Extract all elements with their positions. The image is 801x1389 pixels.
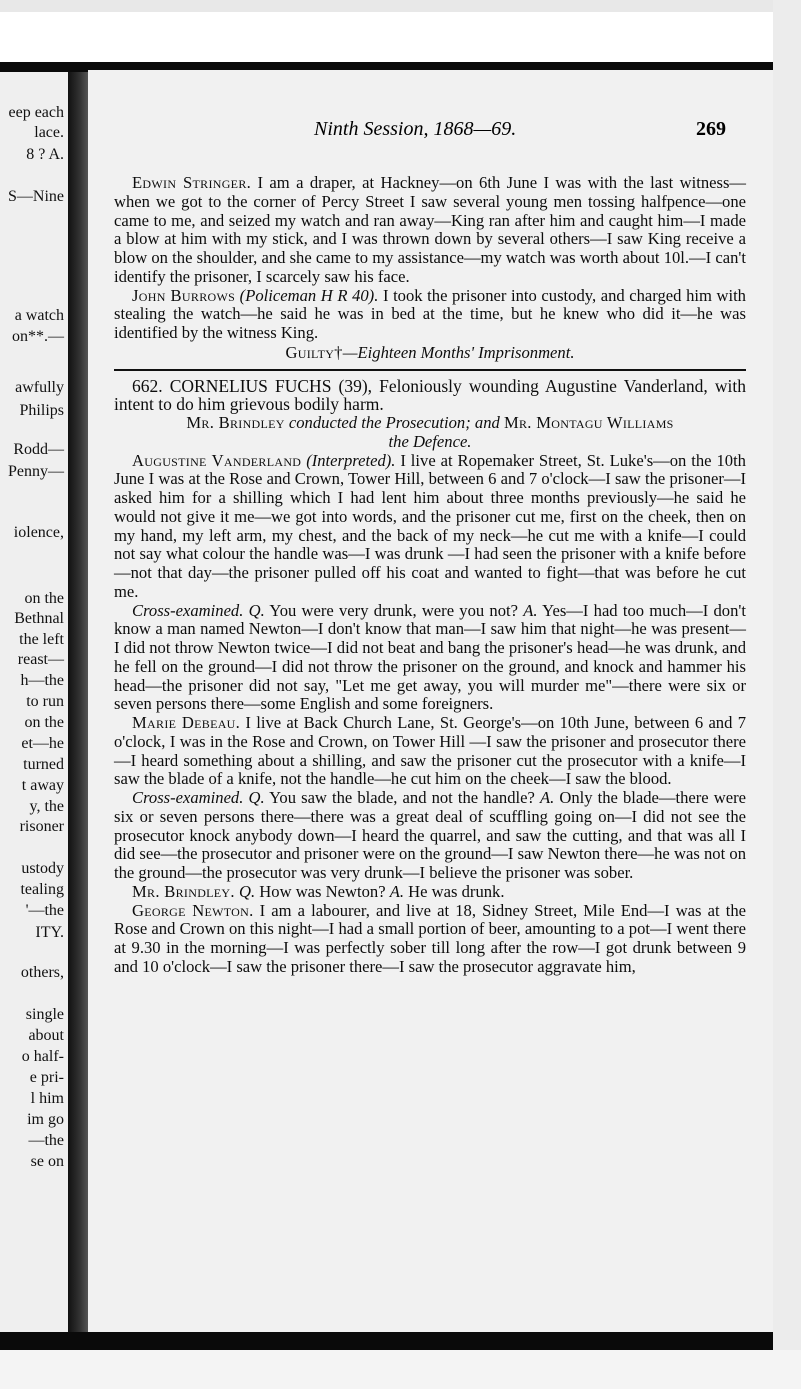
- previous-page-line: 8 ? A.: [26, 146, 64, 163]
- verdict-label: Guilty†: [285, 342, 343, 362]
- testimony-debeau: [114, 714, 746, 789]
- previous-page-line: tealing: [20, 881, 64, 898]
- previous-page-line: '—the: [25, 902, 64, 919]
- cross-exam-debeau: [114, 789, 746, 883]
- scan-edge-right: [773, 0, 801, 1389]
- scan-edge-top: [0, 0, 801, 12]
- previous-page-line: Bethnal: [14, 610, 64, 627]
- previous-page-line: y, the: [29, 798, 64, 815]
- previous-page-line: a watch: [14, 307, 64, 324]
- counsel-line: [114, 414, 746, 452]
- scan-background-bottom: [0, 1350, 801, 1389]
- previous-page-line: h—the: [20, 672, 64, 689]
- witness-name: Edwin Stringer.: [132, 173, 252, 192]
- previous-page-line: ITY.: [35, 924, 64, 941]
- answer-text: He was drunk.: [404, 881, 505, 901]
- previous-page-fragment: [0, 72, 70, 1332]
- previous-page-line: Rodd—: [13, 441, 64, 458]
- previous-page-line: single: [25, 1006, 64, 1023]
- testimony-burrows: [114, 287, 746, 343]
- previous-page-line: risoner: [19, 818, 64, 835]
- previous-page-line: reast—: [17, 651, 64, 668]
- testimony-stringer: [114, 174, 746, 287]
- answer-marker: A.: [389, 881, 405, 901]
- testimony-text: I am a labourer, and live at 18, Sidney Street, Mile End—I was at the Rose and Crown on this night—I had a small portion of beer, amounting to a pot—I went there at 9.30 in the morning—I was perfectly sober till long after the row—I got drunk between 9 and 10 o'clock—I saw the prisoner there—I saw the prosecutor aggravate him,: [114, 900, 746, 976]
- previous-page-line: Penny—: [8, 463, 64, 480]
- book-gutter: [68, 72, 88, 1332]
- answer-marker: A.: [523, 600, 538, 620]
- book-page: [88, 70, 773, 1332]
- page-number: 269: [696, 118, 726, 140]
- previous-page-line: et—he: [21, 735, 64, 752]
- previous-page-line: eep each: [8, 104, 64, 121]
- previous-page-line: on the: [24, 714, 64, 731]
- defence-counsel: Mr. Montagu Williams: [503, 413, 674, 432]
- witness-name: John Burrows: [132, 285, 236, 305]
- answer-marker: A.: [539, 788, 555, 807]
- previous-page-line: e pri-: [29, 1069, 64, 1086]
- testimony-text: I live at Ropemaker Street, St. Luke's—on the 10th June I was at the Rose and Crown, Tower Hill, between 6 and 7 o'clock—I saw the prisoner—I asked him for a shilling which I had lent him about three months previously—he said he would not give it me—we got into words, and the prisoner cut me, first on the cheek, then on my hand, my left arm, my chest, and the back of my neck—he cut me with a knife—I could not say what colour the handle was—I was drunk —I had seen the prisoner with a knife before—not that day—the prisoner pulled off his coat and wanted to fight—that was before he cut me.: [114, 450, 746, 601]
- cross-exam-label: Cross-examined.: [132, 600, 244, 620]
- prosecution-counsel: Mr. Brindley: [186, 413, 285, 432]
- question-text: You were very drunk, were you not?: [264, 600, 524, 620]
- counsel-name: Mr. Brindley.: [132, 881, 235, 901]
- page-body: [114, 174, 746, 977]
- running-head: [114, 118, 746, 140]
- previous-page-line: —the: [28, 1132, 64, 1149]
- previous-page-line: t away: [21, 777, 64, 794]
- running-title: Ninth Session, 1868—69.: [314, 118, 517, 140]
- counsel-text-end: the Defence.: [388, 431, 472, 451]
- witness-role: (Interpreted).: [306, 450, 396, 470]
- previous-page-line: the left: [19, 631, 64, 648]
- previous-page-line: l him: [30, 1090, 64, 1107]
- witness-name: Augustine Vanderland: [132, 450, 302, 470]
- counsel-text: conducted the Prosecution; and: [284, 413, 504, 432]
- question-text: You saw the blade, and not the handle?: [264, 788, 540, 807]
- previous-page-line: to run: [26, 693, 64, 710]
- previous-page-line: on**.—: [12, 328, 64, 345]
- previous-page-line: lace.: [34, 124, 64, 141]
- previous-page-line: others,: [20, 964, 64, 981]
- previous-page-line: ustody: [21, 860, 64, 877]
- witness-name: George Newton.: [132, 900, 254, 920]
- examination-brindley: [114, 883, 746, 902]
- testimony-text: I took the prisoner into custody, and charged him with stealing the watch—he said he was in bed at the time, but he knew who did it—he was identified by the witness King.: [114, 285, 746, 342]
- previous-page-line: about: [28, 1027, 64, 1044]
- cross-exam-label: Cross-examined.: [132, 788, 244, 807]
- section-divider: [114, 369, 746, 371]
- verdict: [114, 344, 746, 363]
- witness-role: (Policeman H R 40).: [239, 285, 379, 305]
- previous-page-line: im go: [27, 1111, 64, 1128]
- testimony-text: I live at Back Church Lane, St. George's—on 10th June, between 6 and 7 o'clock, I was in the Rose and Crown, on Tower Hill —I saw the prisoner and prosecutor there—I heard something about a shilling, and saw the prisoner cut the prosecutor with a knife—I saw the blade of a knife, not the handle—he cut him on the cheek—I saw the blood.: [114, 713, 746, 789]
- verdict-sentence: —Eighteen Months' Imprisonment.: [342, 342, 575, 362]
- answer-text: Yes—I had too much—I don't know a man named Newton—I don't know that man—I saw him that night—he was present—I did not throw Newton twice—I did not beat and bang the prisoner's head—he was drunk, and he fell on the ground—I did not throw the prisoner on the ground, and knock and hammer his head—the prisoner did not say, "Let me get away, you will murder me"—there were six or seven persons there—some English and some foreigners.: [114, 600, 746, 714]
- previous-page-line: o half-: [21, 1048, 64, 1065]
- witness-name: Marie Debeau.: [132, 713, 241, 732]
- testimony-text: I am a draper, at Hackney—on 6th June I was with the last witness—when we got to the corner of Percy Street I saw several young men tossing halfpence—one came to me, and seized my watch and ran away—King ran after him and caught him—I made a blow at him with my stick, and I was thrown down by several others—I saw King receive a blow on the shoulder, and she came to my assistance—my watch was worth about 10l.—I can't identify the prisoner, I scarcely saw his face.: [114, 173, 746, 286]
- previous-page-line: iolence,: [13, 524, 64, 541]
- question-text: How was Newton?: [255, 881, 390, 901]
- question-marker: Q.: [248, 788, 265, 807]
- previous-page-line: se on: [30, 1153, 64, 1170]
- answer-text: Only the blade—there were six or seven persons there—there was a great deal of scuffling going on—I did not see the prosecutor knock anybody down—I heard the quarrel, and saw the cutting, and that was all I did see—the prosecutor and prisoner were on the ground—I saw Newton there—he was not on the ground—the prosecutor was very drunk—I believe the prisoner was sober.: [114, 788, 747, 882]
- previous-page-line: on the: [24, 590, 64, 607]
- cross-exam-vanderland: [114, 602, 746, 715]
- question-marker: Q.: [239, 881, 256, 901]
- previous-page-line: Philips: [19, 402, 64, 419]
- testimony-newton: [114, 902, 746, 977]
- previous-page-line: S—Nine: [8, 188, 64, 205]
- testimony-vanderland: [114, 452, 746, 602]
- previous-page-line: turned: [23, 756, 64, 773]
- previous-page-line: awfully: [15, 379, 64, 396]
- question-marker: Q.: [248, 600, 265, 620]
- case-heading: 662. CORNELIUS FUCHS (39), Feloniously wounding Augustine Vanderland, with intent to do him grievous bodily harm.: [114, 375, 746, 415]
